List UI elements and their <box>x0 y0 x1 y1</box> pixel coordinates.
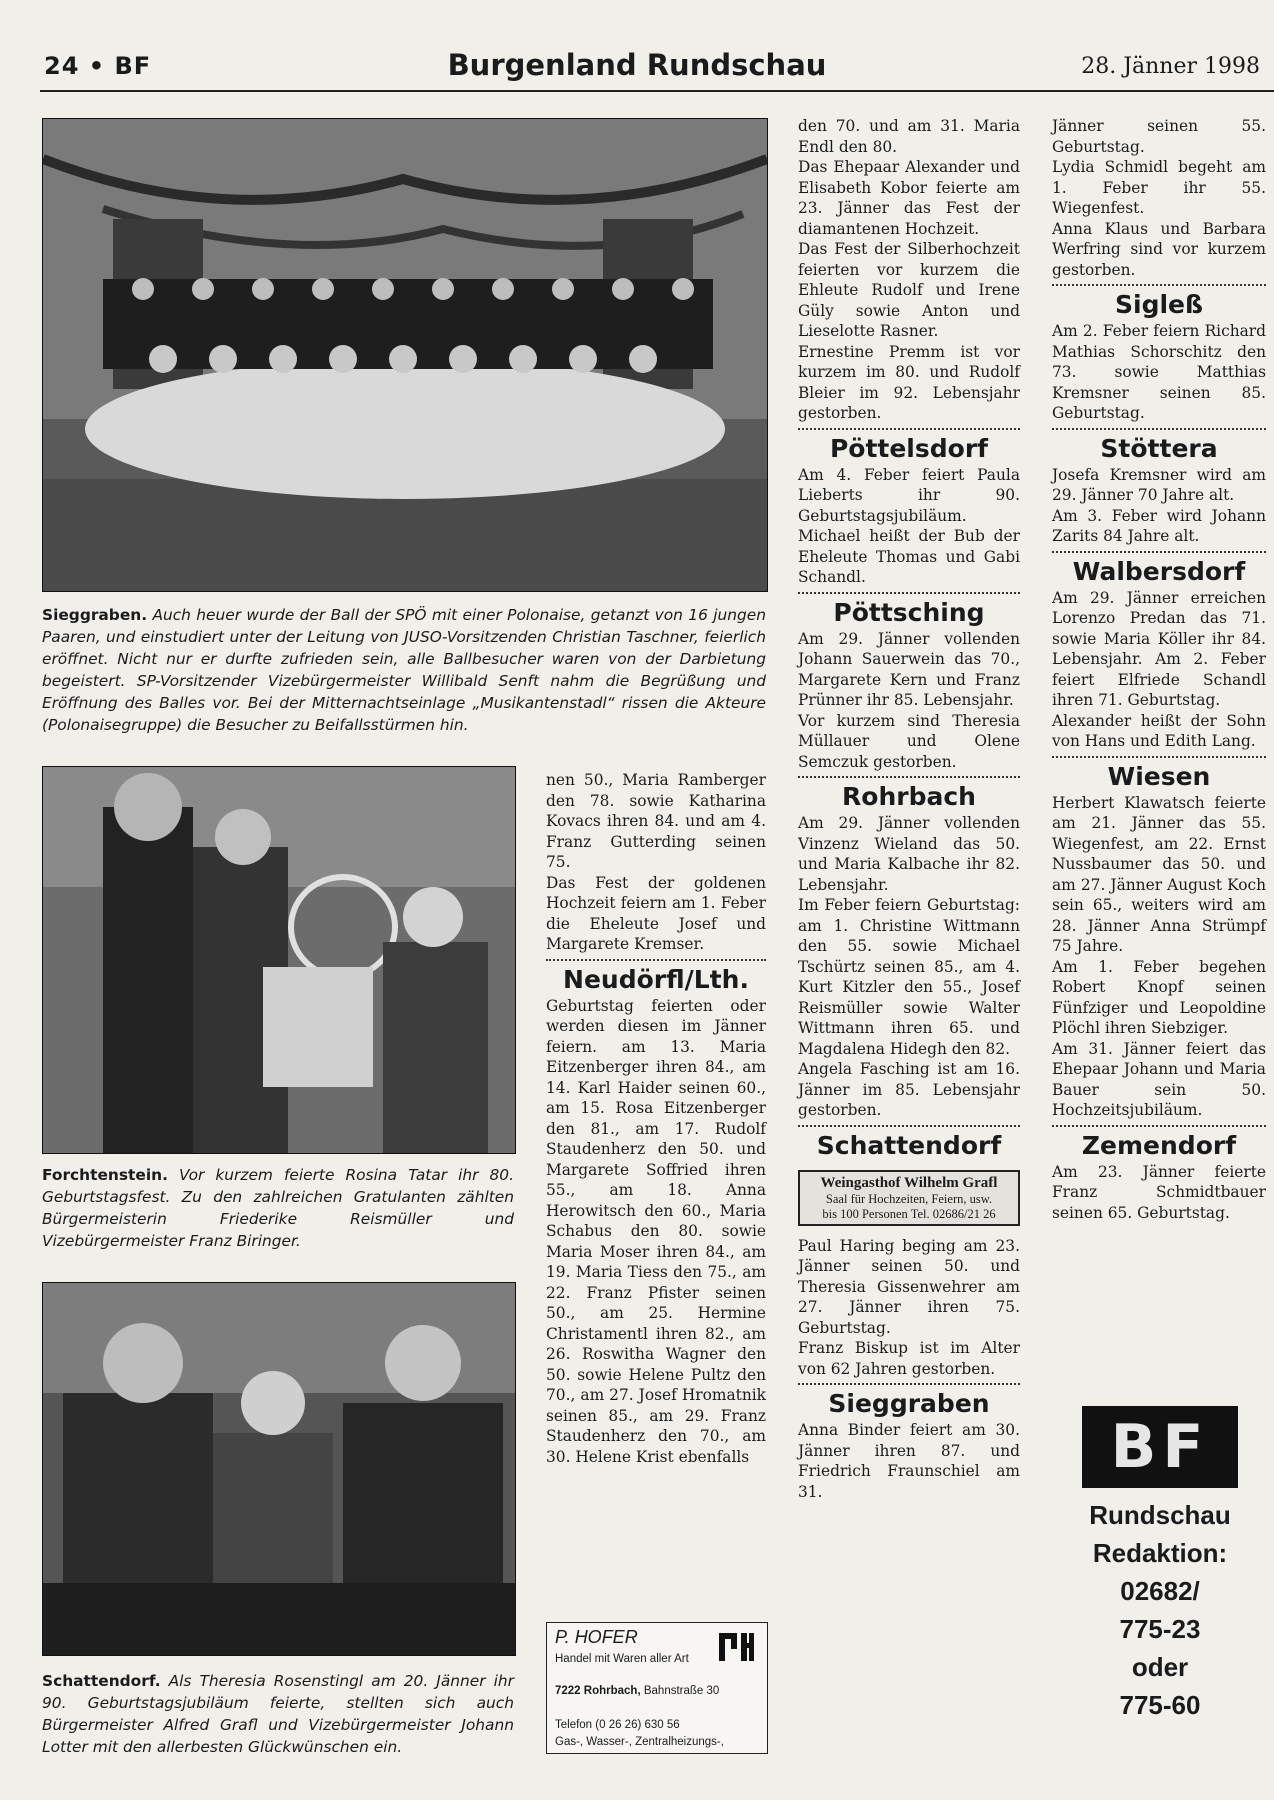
section-heading-wiesen: Wiesen <box>1107 761 1211 791</box>
ad-company-name: P. HOFER <box>555 1627 638 1647</box>
bf-line: Rundschau <box>1089 1500 1231 1530</box>
issue-date: 28. Jänner 1998 <box>1081 54 1260 79</box>
section-divider <box>1052 551 1266 553</box>
bf-phone: 775-60 <box>1119 1690 1201 1720</box>
weingasthof-name: Weingasthof Wilhelm Grafl <box>820 1174 998 1191</box>
section-heading-walbersdorf: Walbersdorf <box>1072 556 1246 586</box>
paragraph: Lydia Schmidl begeht am 1. Feber ihr 55. Wiegenfest. <box>1052 158 1266 217</box>
caption-place: Schattendorf. <box>42 1672 161 1690</box>
ad-address <box>555 1683 763 1700</box>
paragraph: Josefa Kremsner wird am 29. Jänner 70 Jahre alt. <box>1052 465 1266 504</box>
section-divider <box>1052 1125 1266 1127</box>
paragraph: Ernestine Premm ist vor kurzem im 80. und Rudolf Bleier im 92. Lebensjahr gestorben. <box>798 342 1020 422</box>
paragraph: den 70. und am 31. Maria Endl den 80. <box>798 117 1020 156</box>
bf-phone: 02682/ <box>1120 1576 1200 1606</box>
section-divider <box>1052 756 1266 758</box>
schattendorf-photo <box>42 1282 516 1656</box>
paragraph: Am 2. Feber feiern Richard Mathias Schorschitz den 73. sowie Matthias Kremsner seinen 85. Geburtstag. <box>1052 322 1266 422</box>
paragraph: Herbert Klawatsch feierte am 21. Jänner das 55. Wiegenfest, am 22. Ernst Nussbaumer das 50. und am 27. Jänner August Koch sein 65., weiters wird am 28. Jänner Anna Strümpf 75 Jahre. <box>1052 793 1266 955</box>
caption-sieggraben <box>42 604 766 736</box>
bf-line: Redaktion: <box>1092 1538 1228 1568</box>
paragraph: Paul Haring beging am 23. Jänner seinen 50. und Theresia Gissenwehrer am 27. Jänner ihren 75. Geburtstag. <box>798 1236 1020 1337</box>
caption-place: Sieggraben. <box>42 606 148 624</box>
section-heading-sieggraben: Sieggraben <box>828 1389 990 1418</box>
paragraph: Am 29. Jänner erreichen Lorenzo Predan das 71. sowie Maria Köller ihr 84. Lebensjahr. Am 2. Feber feiert Elfriede Schandl ihren 71. Geburtstag. <box>1052 588 1266 709</box>
section-heading-poettsching: Pöttsching <box>833 597 985 627</box>
ad-address-street: Bahnstraße 30 <box>643 1685 720 1697</box>
section-heading-schattendorf: Schattendorf <box>816 1130 1002 1160</box>
bf-logo: BF <box>1082 1406 1238 1488</box>
ad-services: Gas-, Wasser-, Zentralheizungs-, <box>555 1736 724 1748</box>
section-divider <box>1052 284 1266 286</box>
column-2 <box>798 116 1020 1502</box>
section-divider <box>798 1383 1020 1385</box>
paragraph: Geburtstag feierten oder werden diesen im Jänner feiern. am 13. Maria Eitzenberger ihren 84., am 14. Karl Haider seinen 60., am 15. Rosa Eitzenberger den 81., am 17. Rudolf Staudenherz den 50. und Margarete Soffried ihren 55., am 18. Anna Herowitsch den 60., Maria Schabus den 80. sowie Maria Moser ihren 84., am 19. Maria Tiess den 75., am 22. Franz Pfister seinen 50., am 25. Hermine Christamentl ihren 82., am 26. Roswitha Wagner den 50. sowie Helene Pultz den 70., am 27. Josef Hromatnik seinen 85., am 29. Franz Staudenherz den 70., am 30. Helene Krist ebenfalls <box>546 996 766 1466</box>
section-heading-zemendorf: Zemendorf <box>1081 1130 1237 1160</box>
weingasthof-line: Saal für Hochzeiten, Feiern, usw. <box>825 1191 993 1206</box>
paragraph: Alexander heißt der Sohn von Hans und Edith Lang. <box>1052 711 1266 750</box>
section-heading-stoettera: Stöttera <box>1100 433 1218 463</box>
paragraph: Jänner seinen 55. Geburtstag. <box>1052 117 1266 156</box>
column-3 <box>1052 116 1266 1223</box>
section-divider <box>798 428 1020 430</box>
paragraph: Am 3. Feber wird Johann Zarits 84 Jahre alt. <box>1052 506 1266 545</box>
section-heading-neudoerfl: Neudörfl/Lth. <box>563 964 749 994</box>
paragraph: Vor kurzem sind Theresia Müllauer und Olene Semczuk gestorben. <box>798 711 1020 771</box>
section-divider <box>1052 428 1266 430</box>
section-heading-poettelsdorf: Pöttelsdorf <box>829 433 989 463</box>
paragraph: Am 29. Jänner vollenden Johann Sauerwein das 70., Margarete Kern und Franz Prünner ihr 85. Lebensjahr. <box>798 629 1020 709</box>
column-1 <box>546 770 766 1467</box>
paragraph: Michael heißt der Bub der Eheleute Thomas und Gabi Schandl. <box>798 527 1020 586</box>
bf-phone: 775-23 <box>1119 1614 1201 1644</box>
paragraph: Am 23. Jänner feierte Franz Schmidtbauer seinen 65. Geburtstag. <box>1052 1162 1266 1222</box>
section-divider <box>798 776 1020 778</box>
section-heading-sigless: Sigleß <box>1115 290 1203 319</box>
ad-tagline: Handel mit Waren aller Art <box>555 1653 689 1665</box>
paragraph: Anna Klaus und Barbara Werfring sind vor kurzem gestorben. <box>1052 219 1266 279</box>
paragraph: Das Fest der goldenen Hochzeit feiern am 1. Feber die Eheleute Josef und Margarete Kremser. <box>546 873 766 953</box>
caption-text: Als Theresia Rosenstingl am 20. Jänner ihr 90. Geburtstagsjubiläum feierte, stellten sich auch Bürgermeister Alfred Grafl und Vizebürgermeister Johann Lotter mit den allerbesten Glückwünschen ein. <box>42 1672 514 1756</box>
section-divider <box>798 592 1020 594</box>
header-rule <box>40 90 1274 92</box>
weingasthof-phone: bis 100 Personen Tel. 02686/21 26 <box>822 1206 996 1221</box>
forchtenstein-photo <box>42 766 516 1154</box>
paragraph: Das Fest der Silberhochzeit feierten vor kurzem die Ehleute Rudolf und Irene Güly sowie Anton und Lieselotte Rasner. <box>798 240 1020 340</box>
paragraph: Im Feber feiern Geburtstag: am 1. Christine Wittmann den 55. sowie Michael Tschürtz seinen 85., am 4. Kurt Kitzler den 55., Josef Reismüller sowie Walter Wittmann ihren 65. und Magdalena Hidegh den 82. <box>798 896 1020 1058</box>
paragraph: Franz Biskup ist im Alter von 62 Jahren gestorben. <box>798 1339 1020 1378</box>
section-divider <box>546 959 766 961</box>
paragraph: Am 29. Jänner vollenden Vinzenz Wieland das 50. und Maria Kalbache ihr 82. Lebensjahr. <box>798 814 1020 894</box>
caption-text: Vor kurzem feierte Rosina Tatar ihr 80. Geburtstagsfest. Zu den zahlreichen Gratulanten zählten Bürgermeisterin Friederike Reismüller und Vizebürgermeister Franz Biringer. <box>42 1166 514 1250</box>
section-divider <box>798 1125 1020 1127</box>
caption-place: Forchtenstein. <box>42 1166 168 1184</box>
paragraph: Am 31. Jänner feiert das Ehepaar Johann und Maria Bauer sein 50. Hochzeitsjubiläum. <box>1052 1039 1266 1119</box>
paragraph: nen 50., Maria Ramberger den 78. sowie Katharina Kovacs ihren 84. und am 4. Franz Gutterding seinen 75. <box>546 771 766 871</box>
hofer-advertisement <box>546 1622 768 1754</box>
paragraph: Anna Binder feiert am 30. Jänner ihren 87. und Friedrich Fraunschiel am 31. <box>798 1421 1020 1501</box>
newspaper-title: Burgenland Rundschau <box>447 48 827 82</box>
page-label: 24 • BF <box>44 52 152 80</box>
ball-group-photo <box>42 118 768 592</box>
caption-forchtenstein <box>42 1164 514 1252</box>
bf-redaktion-box <box>1062 1406 1258 1720</box>
ad-address-city: 7222 Rohrbach, <box>555 1685 641 1697</box>
caption-text: Auch heuer wurde der Ball der SPÖ mit einer Polonaise, getanzt von 16 jungen Paaren, und einstudiert unter der Leitung von JUSO-Vorsitzenden Christian Taschner, feierlich eröffnet. Nicht nur er durfte zufrieden sein, alle Ballbesucher waren von der Darbietung begeistert. SP-Vorsitzender Vizebürgermeister Willibald Senft nahm die Begrüßung und Eröffnung des Balles vor. Bei der Mitternachtseinlage „Musikantenstadl“ rissen die Akteure (Polonaisegruppe) die Besucher zu Beifallsstürmen hin. <box>42 606 766 734</box>
weingasthof-ad <box>798 1170 1020 1226</box>
ad-logo-icon <box>715 1629 755 1663</box>
paragraph: Angela Fasching ist am 16. Jänner im 85. Lebensjahr gestorben. <box>798 1060 1020 1119</box>
bf-line: oder <box>1131 1652 1189 1682</box>
paragraph: Am 1. Feber begehen Robert Knopf seinen Fünfziger und Leopoldine Plöchl ihren Siebziger. <box>1052 957 1266 1037</box>
section-heading-rohrbach: Rohrbach <box>842 782 976 811</box>
paragraph: Am 4. Feber feiert Paula Lieberts ihr 90. Geburtstagsjubiläum. <box>798 465 1020 525</box>
ad-phone: Telefon (0 26 26) 630 56 <box>555 1719 680 1731</box>
caption-schattendorf <box>42 1670 514 1758</box>
paragraph: Das Ehepaar Alexander und Elisabeth Kobor feierte am 23. Jänner das Fest der diamantenen Hochzeit. <box>798 158 1020 238</box>
